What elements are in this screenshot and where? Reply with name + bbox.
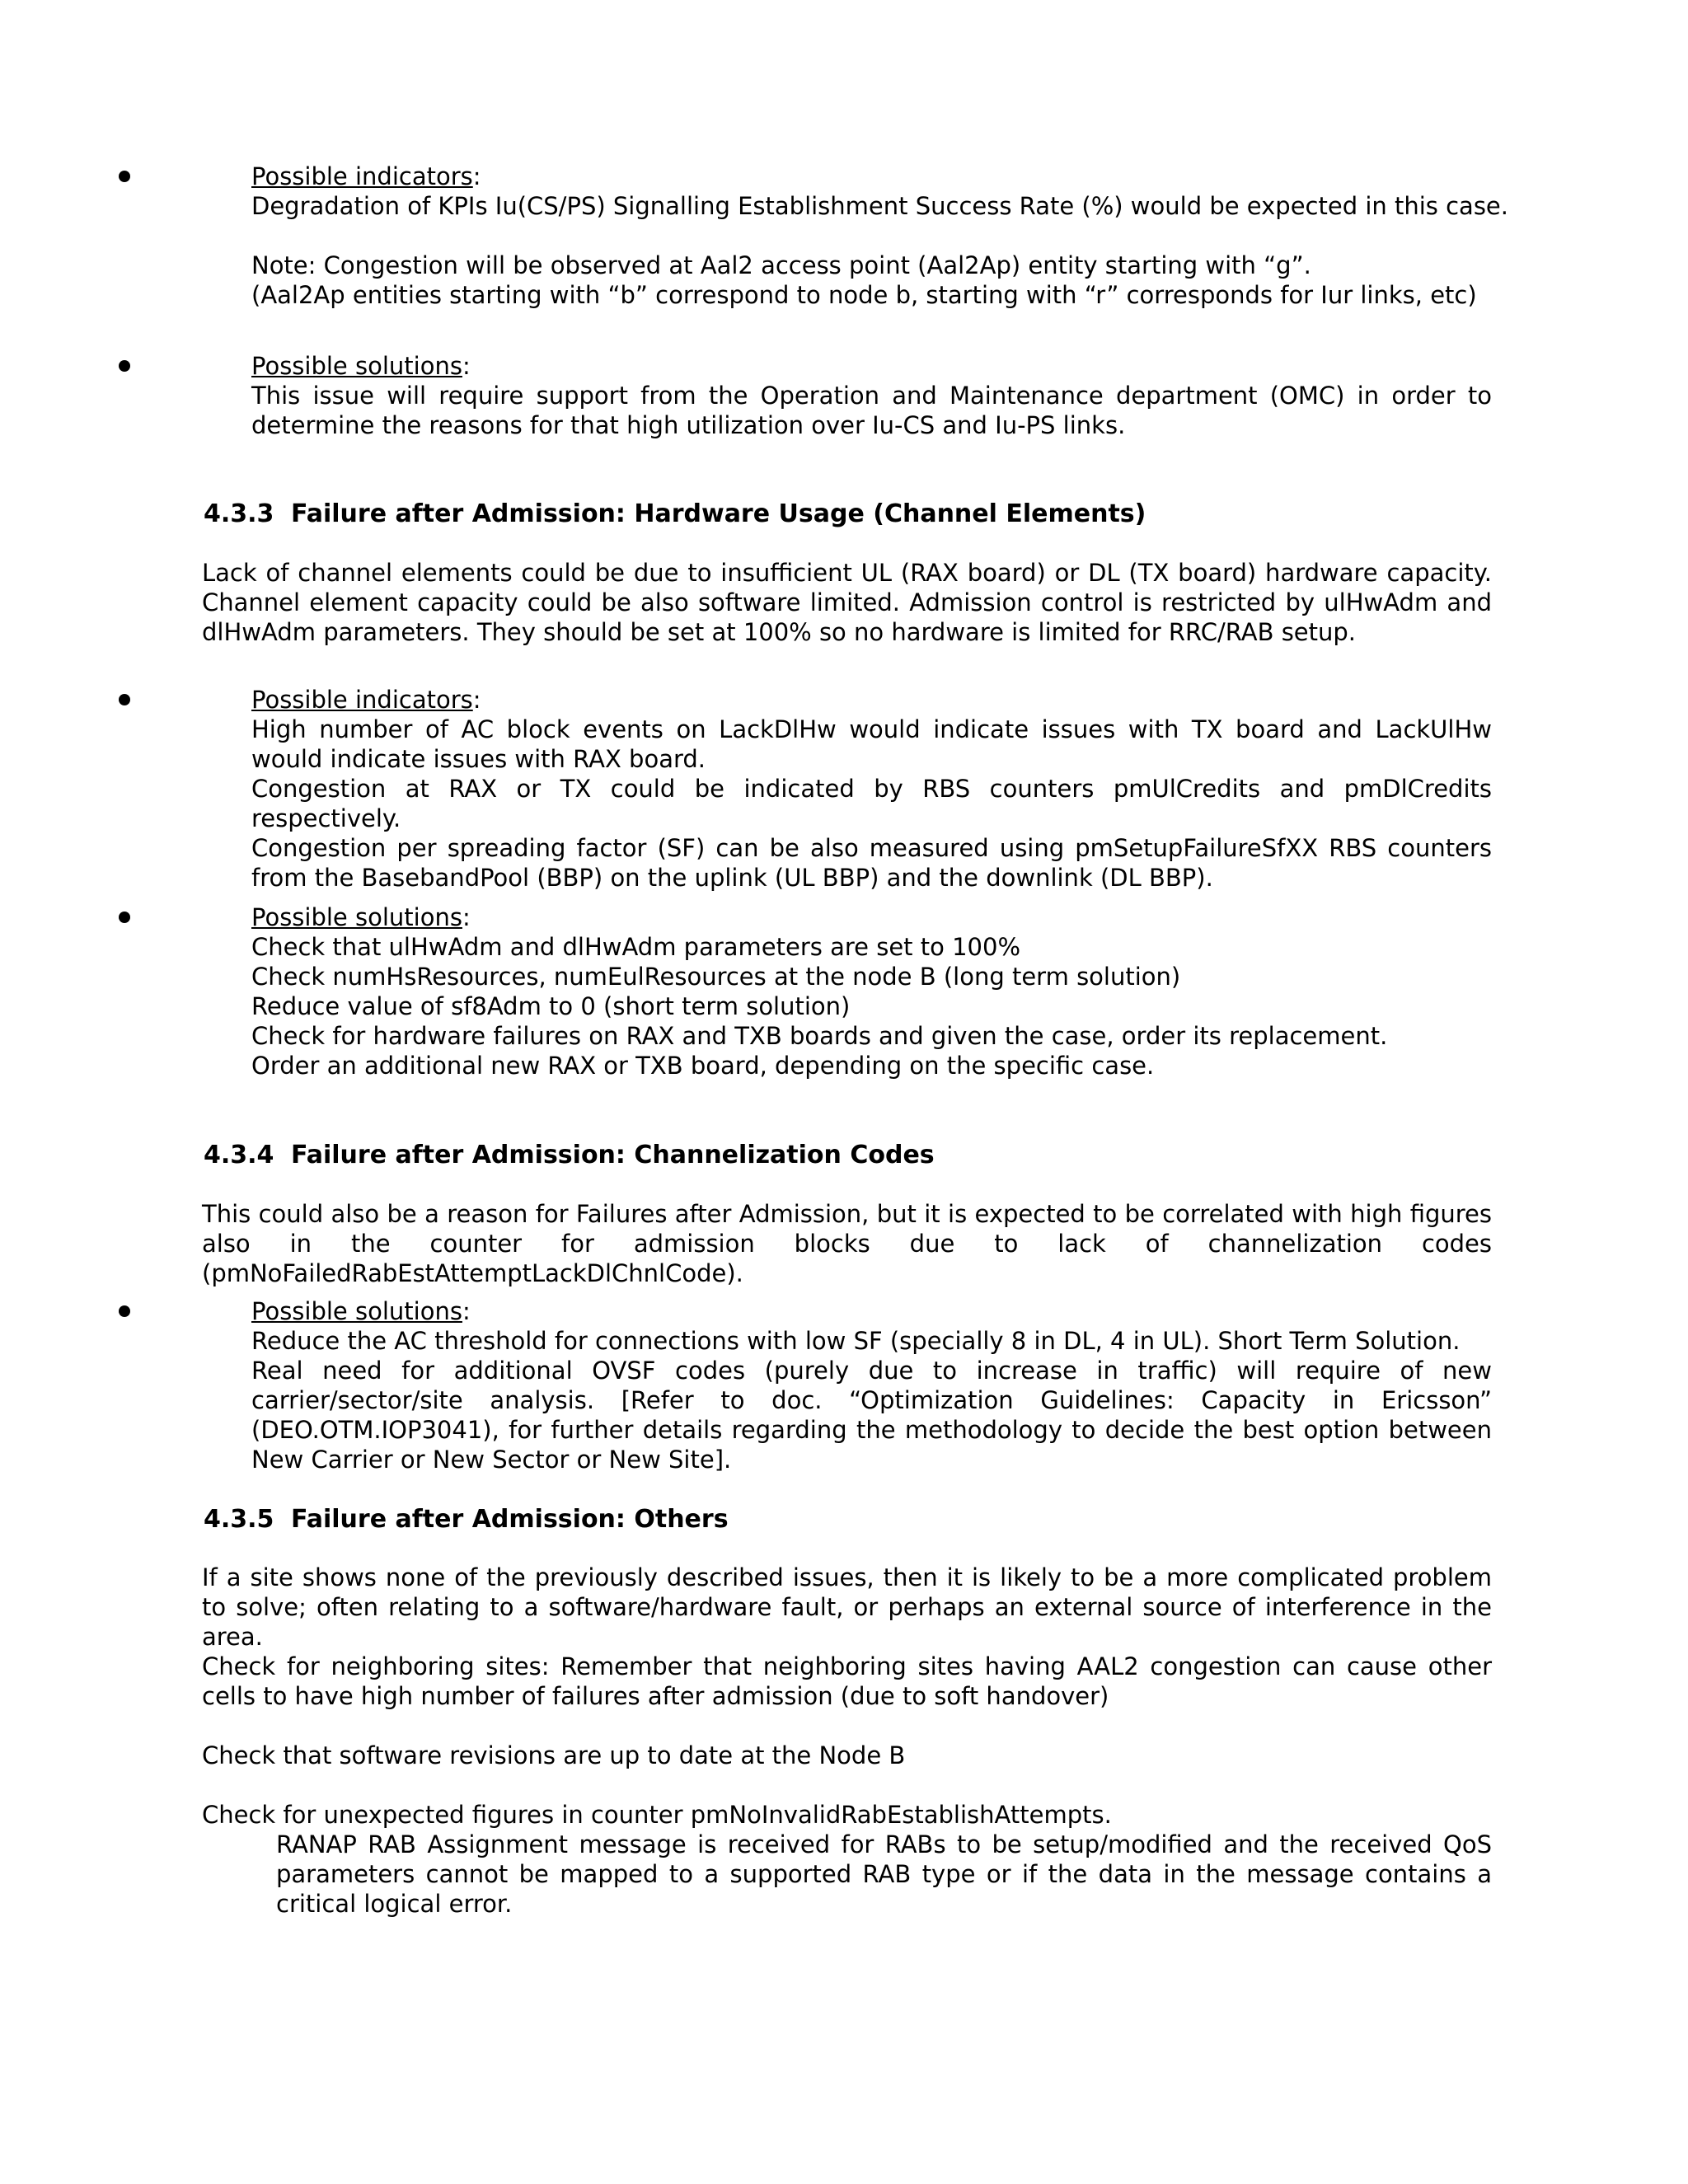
section-number: 4.3.3 bbox=[204, 499, 274, 528]
bullet bbox=[119, 694, 130, 705]
section-number: 4.3.5 bbox=[204, 1505, 274, 1534]
indented-paragraph: RANAP RAB Assignment message is received for RABs to be setup/modified and the received QoS parameters cannot be mapped to a supported RAB type or if the data in the message contains a critical logical error. bbox=[276, 1830, 1492, 1918]
section-paragraph: This could also be a reason for Failures after Admission, but it is expected to be correlated with high figures also in the counter for admission blocks due to lack of channelization codes (pmNoFailedRabEstAttemptLackDlChnlCode). bbox=[202, 1200, 1492, 1287]
section-number: 4.3.4 bbox=[204, 1141, 274, 1169]
solution-item: Reduce the AC threshold for connections with low SF (specially 8 in DL, 4 in UL). Short Term Solution. bbox=[251, 1327, 1461, 1355]
indicator-line: Degradation of KPIs Iu(CS/PS) Signalling Establishment Success Rate (%) would be expected in this case. bbox=[251, 192, 1508, 220]
possible-indicators-block: Possible indicators: Degradation of KPIs Iu(CS/PS) Signalling Establishment Success Rate (%) would be expected in this case. bbox=[251, 162, 1508, 220]
section-title: Failure after Admission: Hardware Usage (Channel Elements) bbox=[291, 499, 1146, 528]
solution-line: Check for hardware failures on RAX and TXB boards and given the case, order its replacement. bbox=[251, 1022, 1388, 1050]
bullet bbox=[119, 360, 130, 372]
possible-indicators-label: Possible indicators bbox=[251, 162, 473, 190]
indicator-item: High number of AC block events on LackDlHw would indicate issues with TX board and LackUlHw would indicate issues with RAX board. bbox=[251, 715, 1492, 773]
section-paragraph: Lack of channel elements could be due to insufficient UL (RAX board) or DL (TX board) hardware capacity. Channel element capacity could be also software limited. Admission control is restricted by ulHwAdm and dlHwAdm parameters. They should be set at 100% so no hardware is limited for RRC/RAB setup. bbox=[202, 559, 1492, 646]
solution-item: Real need for additional OVSF codes (purely due to increase in traffic) will require of new carrier/sector/site analysis. [Refer to doc. “Optimization Guidelines: Capacity in Ericsson” (DEO.OTM.IOP3041), for further details regarding the methodology to decide the best option between New Carrier or New Sector or New Site]. bbox=[251, 1357, 1492, 1474]
note-line: Note: Congestion will be observed at Aal2 access point (Aal2Ap) entity starting with “g”. bbox=[251, 251, 1311, 279]
section-title: Failure after Admission: Others bbox=[291, 1505, 729, 1534]
possible-indicators-block: Possible indicators: High number of AC block events on LackDlHw would indicate issues with TX board and LackUlHw would indicate issues with RAX board. Congestion at RAX or TX could be indicated by RBS counters pmUlCredits and pmDlCredits respectively. Congestion per spreading factor (SF) can be also measured using pmSetupFailureSfXX RBS counters from the BasebandPool (BBP) on the uplink (UL BBP) and the downlink (DL BBP). bbox=[251, 686, 1492, 892]
indicator-item: Congestion at RAX or TX could be indicated by RBS counters pmUlCredits and pmDlCredits respectively. bbox=[251, 775, 1492, 832]
section-paragraph: Check that software revisions are up to date at the Node B bbox=[202, 1741, 906, 1769]
solution-text: This issue will require support from the Operation and Maintenance department (OMC) in order to determine the reasons for that high utilization over Iu-CS and Iu-PS links. bbox=[251, 382, 1492, 439]
section-paragraph: Check for unexpected figures in counter pmNoInvalidRabEstablishAttempts. bbox=[202, 1801, 1112, 1829]
possible-indicators-label: Possible indicators bbox=[251, 686, 473, 714]
solution-line: Check that ulHwAdm and dlHwAdm parameters are set to 100% bbox=[251, 933, 1020, 961]
solution-line: Reduce value of sf8Adm to 0 (short term solution) bbox=[251, 992, 851, 1020]
possible-solutions-label: Possible solutions bbox=[251, 352, 462, 380]
bullet bbox=[119, 1305, 130, 1317]
bullet bbox=[119, 912, 130, 923]
note-block bbox=[251, 251, 1492, 310]
possible-solutions-block: Possible solutions: This issue will require support from the Operation and Maintenance department (OMC) in order to determine the reasons for that high utilization over Iu-CS and Iu-PS links. bbox=[251, 352, 1492, 439]
note-line: (Aal2Ap entities starting with “b” correspond to node b, starting with “r” corresponds for Iur links, etc) bbox=[251, 281, 1477, 309]
possible-solutions-label: Possible solutions bbox=[251, 903, 462, 931]
possible-solutions-block: Possible solutions: Check that ulHwAdm and dlHwAdm parameters are set to 100% Check numHsResources, numEulResources at the node B (long term solution) Reduce value of sf8Adm to 0 (short term solution) Check for hardware failures on RAX and TXB boards and given the case, order its replacement. Order an additional new RAX or TXB board, depending on the specific case. bbox=[251, 902, 1492, 1080]
solution-line: Check numHsResources, numEulResources at the node B (long term solution) bbox=[251, 963, 1181, 991]
section-heading-4-3-3 bbox=[204, 499, 1146, 530]
possible-solutions-block: Possible solutions: Reduce the AC threshold for connections with low SF (specially 8 in DL, 4 in UL). Short Term Solution. Real need for additional OVSF codes (purely due to increase in traffic) will require of new carrier/sector/site analysis. [Refer to doc. “Optimization Guidelines: Capacity in Ericsson” (DEO.OTM.IOP3041), for further details regarding the methodology to decide the best option between New Carrier or New Sector or New Site]. bbox=[251, 1297, 1492, 1474]
section-heading-4-3-5 bbox=[204, 1504, 729, 1535]
possible-solutions-label: Possible solutions bbox=[251, 1297, 462, 1325]
section-paragraph: If a site shows none of the previously described issues, then it is likely to be a more complicated problem to solve; often relating to a software/hardware fault, or perhaps an external source of interference in the area. bbox=[202, 1563, 1492, 1651]
solution-line: Order an additional new RAX or TXB board, depending on the specific case. bbox=[251, 1052, 1155, 1080]
section-heading-4-3-4 bbox=[204, 1140, 935, 1171]
indicator-item: Congestion per spreading factor (SF) can be also measured using pmSetupFailureSfXX RBS counters from the BasebandPool (BBP) on the uplink (UL BBP) and the downlink (DL BBP). bbox=[251, 834, 1492, 892]
section-title: Failure after Admission: Channelization Codes bbox=[291, 1141, 935, 1169]
bullet bbox=[119, 171, 130, 182]
section-paragraph: Check for neighboring sites: Remember that neighboring sites having AAL2 congestion can cause other cells to have high number of failures after admission (due to soft handover) bbox=[202, 1652, 1492, 1710]
